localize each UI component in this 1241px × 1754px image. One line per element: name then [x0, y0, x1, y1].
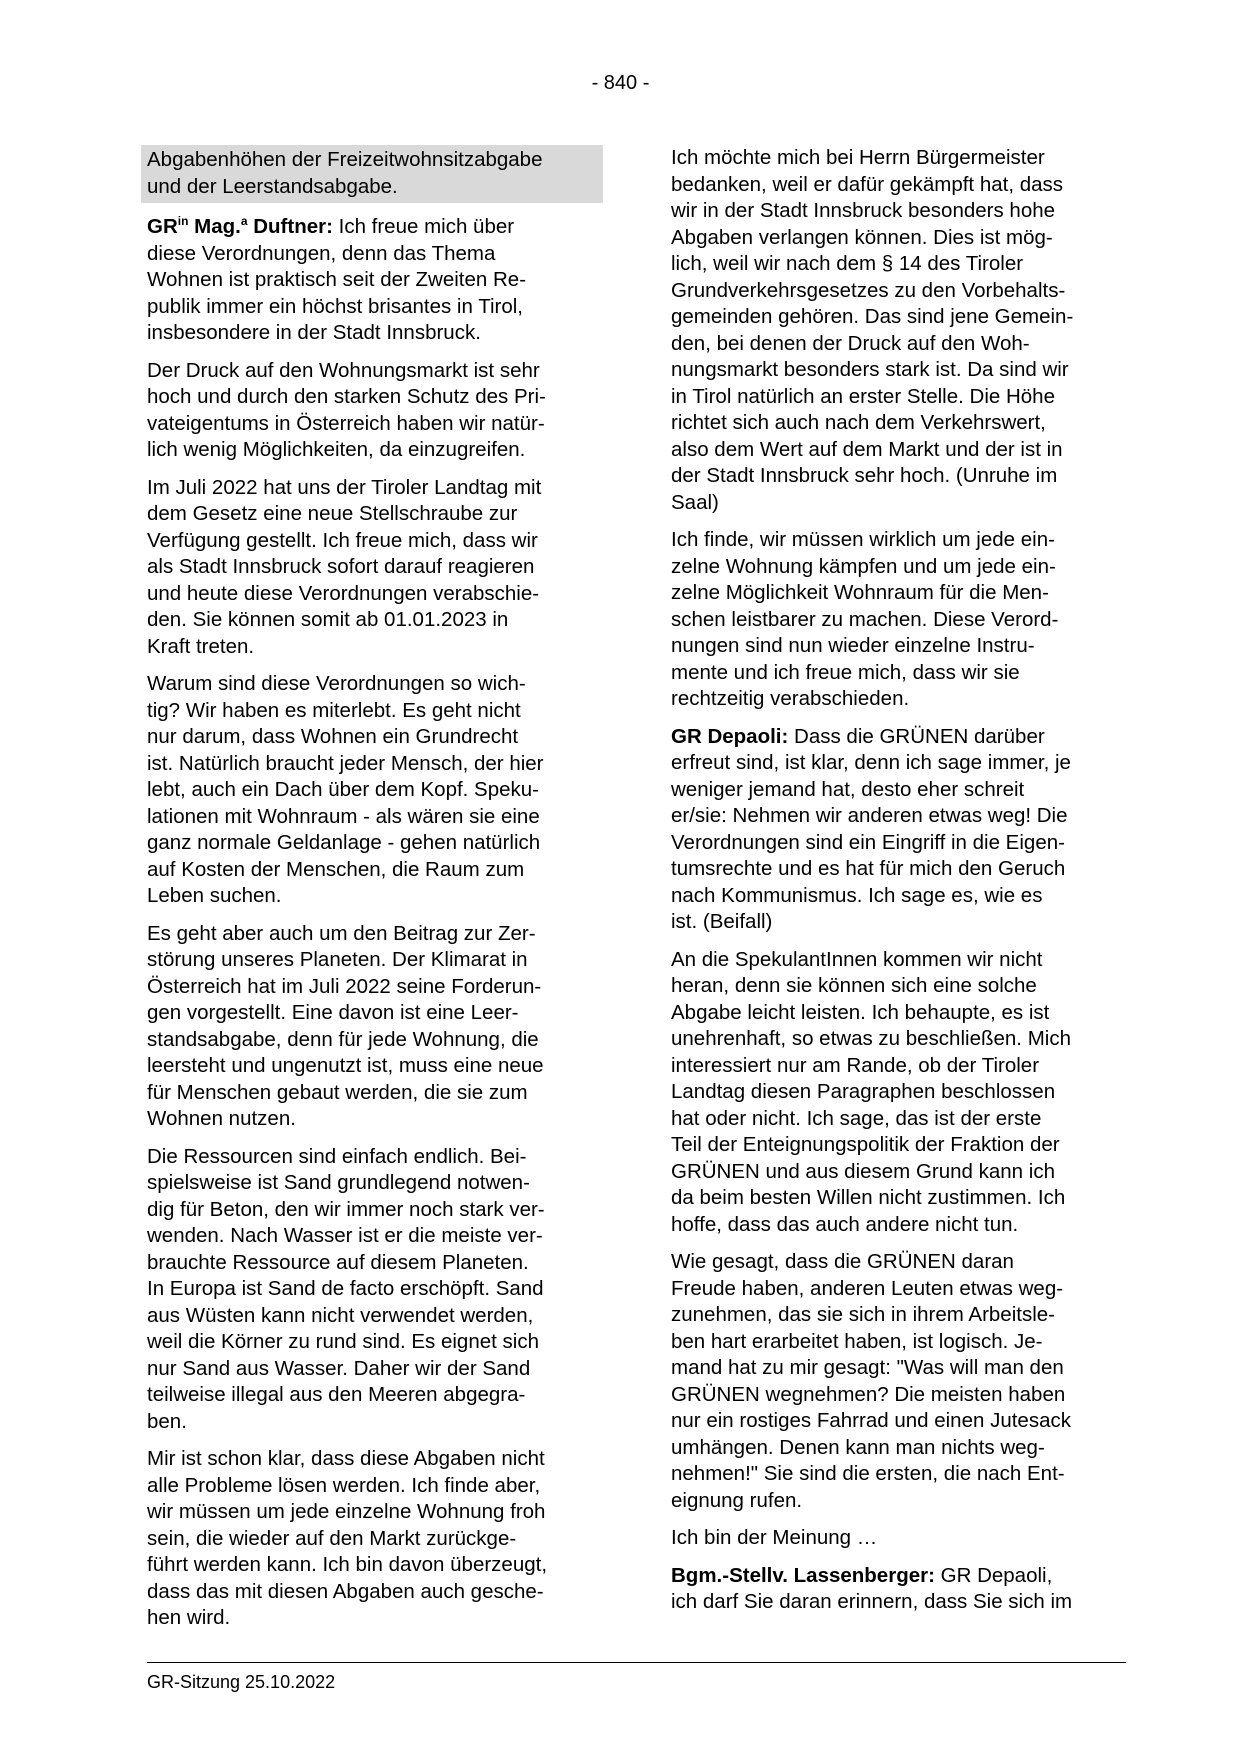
paragraph: Im Juli 2022 hat uns der Tiroler Landtag mit dem Gesetz eine neue Stellschraube zur Verfügung gestellt. Ich freue mich, dass wir als Stadt Innsbruck sofort darauf reagieren und heute diese Verordnungen verabschie- den. Sie können somit ab 01.01.2023 in Kraft treten.: [147, 475, 542, 658]
left-column: [147, 145, 597, 1643]
paragraph-duftner: $GR^{in}$ Mag.$^a$ Duftner: Ich freue mich über diese Verordnungen, denn das Thema Wohnen ist praktisch seit der Zweiten Re- publik immer ein höchst brisantes in Tirol, insbesondere in der Stadt Innsbruck.: [147, 214, 527, 344]
right-column: [671, 145, 1126, 1627]
paragraph-depaoli: GR Depaoli: Dass die GRÜNEN darüber erfreut sind, ist klar, denn ich sage immer, je weniger jemand hat, desto eher schreit er/sie: Nehmen wir anderen etwas weg! Die Verordnungen sind ein Eingriff in die Eigen- tumsrechte und es hat für mich den Geruch nach Kommunismus. Ich sage es, wie es ist. (Beifall): [671, 724, 1071, 933]
footer-session-date: GR-Sitzung 25.10.2022: [147, 1672, 336, 1692]
speaker-name-depaoli: GR Depaoli:: [671, 724, 789, 748]
paragraph: Wie gesagt, dass die GRÜNEN daran Freude haben, anderen Leuten etwas weg- zunehmen, das sie sich in ihrem Arbeitsle- ben hart erarbeitet haben, ist logisch. Je- mand hat zu mir gesagt: "Was will man den GRÜNEN wegnehmen? Die meisten haben nur ein rostiges Fahrrad und einen Jutesack umhängen. Denen kann man nichts weg- nehmen!" Sie sind die ersten, die nach Ent- eignung rufen.: [671, 1250, 1071, 1512]
paragraph: Die Ressourcen sind einfach endlich. Bei- spielsweise ist Sand grundlegend notwen- dig für Beton, den wir immer noch stark ver- wenden. Nach Wasser ist er die meiste ver- brauchte Ressource auf diesem Planeten. In Europa ist Sand de facto erschöpft. Sand aus Wüsten kann nicht verwendet werden, weil die Körner zu rund sind. Es eignet sich nur Sand aus Wasser. Daher wir der Sand teilweise illegal aus den Meeren abgegra- ben.: [147, 1144, 545, 1433]
page-number: - 840 -: [591, 72, 650, 94]
paragraph: An die SpekulantInnen kommen wir nicht heran, denn sie können sich eine solche Abgabe leicht leisten. Ich behaupte, es ist unehrenhaft, so etwas zu beschließen. Mich interessiert nur am Rande, ob der Tiroler Landtag diesen Paragraphen beschlossen hat oder nicht. Ich sage, das ist der erste Teil der Enteignungspolitik der Fraktion der GRÜNEN und aus diesem Grund kann ich da beim besten Willen nicht zustimmen. Ich hoffe, dass das auch andere nicht tun.: [671, 947, 1071, 1236]
paragraph: Ich finde, wir müssen wirklich um jede ein- zelne Wohnung kämpfen und um jede ein- zelne Möglichkeit Wohnraum für die Men- schen leistbarer zu machen. Diese Verord- nungen sind nun wieder einzelne Instru- mente und ich freue mich, dass wir sie rechtzeitig verabschieden.: [671, 528, 1059, 710]
speaker-name-duftner: $GR^{in}$ Mag.$^a$ Duftner:: [147, 214, 333, 238]
paragraph: Ich möchte mich bei Herrn Bürgermeister bedanken, weil er dafür gekämpft hat, dass wir in der Stadt Innsbruck besonders hohe Abgaben verlangen können. Dies ist mög- lich, weil wir nach dem § 14 des Tiroler Grundverkehrsgesetzes zu den Vorbehalts- gemeinden gehören. Das sind jene Gemein- den, bei denen der Druck auf den Woh- nungsmarkt besonders stark ist. Da sind wir in Tirol natürlich an erster Stelle. Die Höhe richtet sich auch nach dem Verkehrswert, also dem Wert auf dem Markt und der ist in der Stadt Innsbruck sehr hoch. (Unruhe im Saal): [671, 146, 1074, 514]
agenda-item-highlight: Abgabenhöhen der Freizeitwohnsitzabgabe und der Leerstandsabgabe.: [141, 145, 603, 203]
paragraph: Der Druck auf den Wohnungsmarkt ist sehr hoch und durch den starken Schutz des Pri- vateigentums in Österreich haben wir natür- lich wenig Möglichkeiten, da einzugreifen.: [147, 358, 546, 461]
paragraph: Ich bin der Meinung …: [671, 1526, 878, 1549]
speaker-name-lassenberger: Bgm.-Stellv. Lassenberger:: [671, 1563, 935, 1587]
footer-divider: [147, 1662, 1126, 1663]
paragraph: Es geht aber auch um den Beitrag zur Zer- störung unseres Planeten. Der Klimarat in Österreich hat im Juli 2022 seine Forderun- gen vorgestellt. Eine davon ist eine Leer- standsabgabe, denn für jede Wohnung, die leersteht und ungenutzt ist, muss eine neue für Menschen gebaut werden, die sie zum Wohnen nutzen.: [147, 921, 544, 1130]
paragraph: Mir ist schon klar, dass diese Abgaben nicht alle Probleme lösen werden. Ich finde aber, wir müssen um jede einzelne Wohnung froh sein, die wieder auf den Markt zurückge- führt werden kann. Ich bin davon überzeugt, dass das mit diesen Abgaben auch gesche- hen wird.: [147, 1447, 548, 1629]
paragraph: Warum sind diese Verordnungen so wich- tig? Wir haben es miterlebt. Es geht nicht nur darum, dass Wohnen ein Grundrecht ist. Natürlich braucht jeder Mensch, der hier lebt, auch ein Dach über dem Kopf. Speku- lationen mit Wohnraum - als wären sie eine ganz normale Geldanlage - gehen natürlich auf Kosten der Menschen, die Raum zum Leben suchen.: [147, 672, 544, 907]
paragraph-lassenberger: Bgm.-Stellv. Lassenberger: GR Depaoli, ich darf Sie daran erinnern, dass Sie sich im: [671, 1563, 1073, 1613]
